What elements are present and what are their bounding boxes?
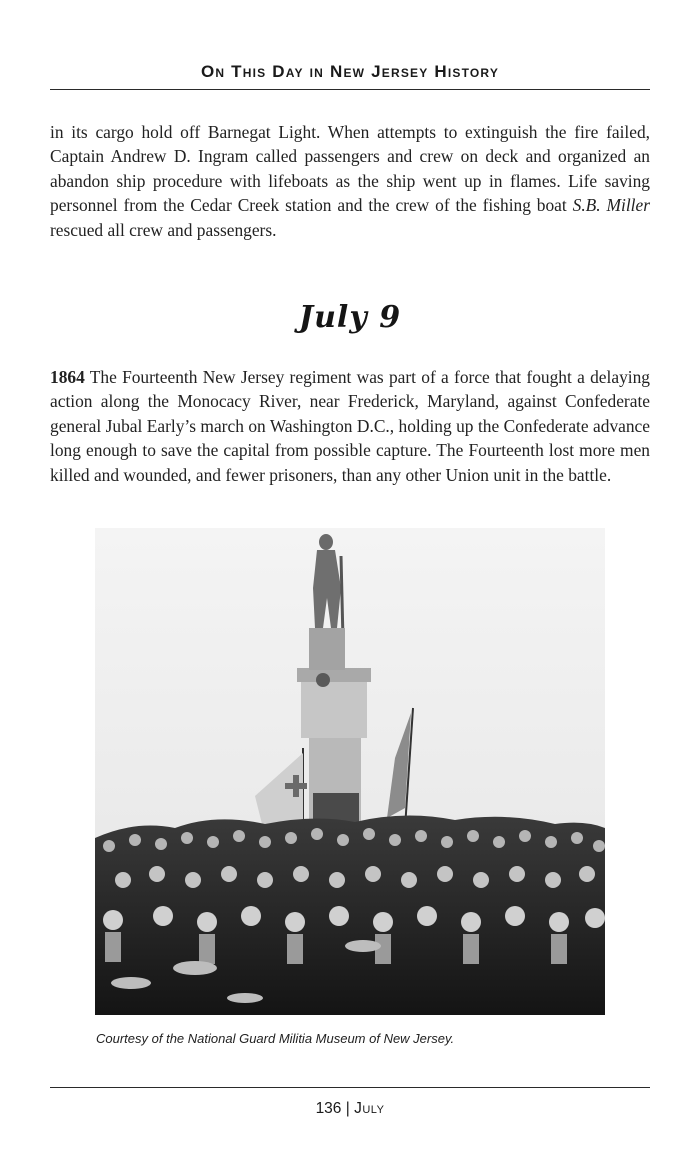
page-number: 136 [315,1100,342,1117]
footer-rule [50,1087,650,1088]
photo-caption: Courtesy of the National Guard Militia Museum of New Jersey. [96,1031,455,1046]
vessel-name: S.B. Miller [572,195,650,216]
veterans-crowd [95,815,605,1015]
monument-photo-illustration [95,528,605,1015]
entry-year: 1864 [50,367,85,387]
running-head: On This Day in New Jersey History [200,62,500,81]
paragraph-text: in its cargo hold off Barnegat Light. When attempts to extinguish the fire failed, Captain Andrew D. Ingram called passengers and crew on deck and organized an abandon ship procedure with lifeboats as the ship went up in flames. Life saving personnel from the Cedar Creek station and the crew of the fishing boat [50,122,650,216]
paragraph-text-end: rescued all crew and passengers. [50,219,277,240]
section-name: July [354,1100,385,1117]
date-heading: July 9 [298,300,402,335]
folio-separator: | [345,1100,350,1117]
history-entry [50,365,650,487]
entry-text: The Fourteenth New Jersey regiment was part of a force that fought a delaying action along the Monocacy River, near Frederick, Maryland, against Confederate general Jubal Early’s march on Washington D.C., holding up the Confederate advance long enough to save the capital from possible capture. The Fourteenth lost more men killed and wounded, and fewer prisoners, than any other Union unit in the battle. [50,367,650,485]
continued-paragraph [50,120,650,242]
header-rule [50,89,650,90]
monument-photo [95,528,605,1015]
page-footer [0,1100,700,1118]
